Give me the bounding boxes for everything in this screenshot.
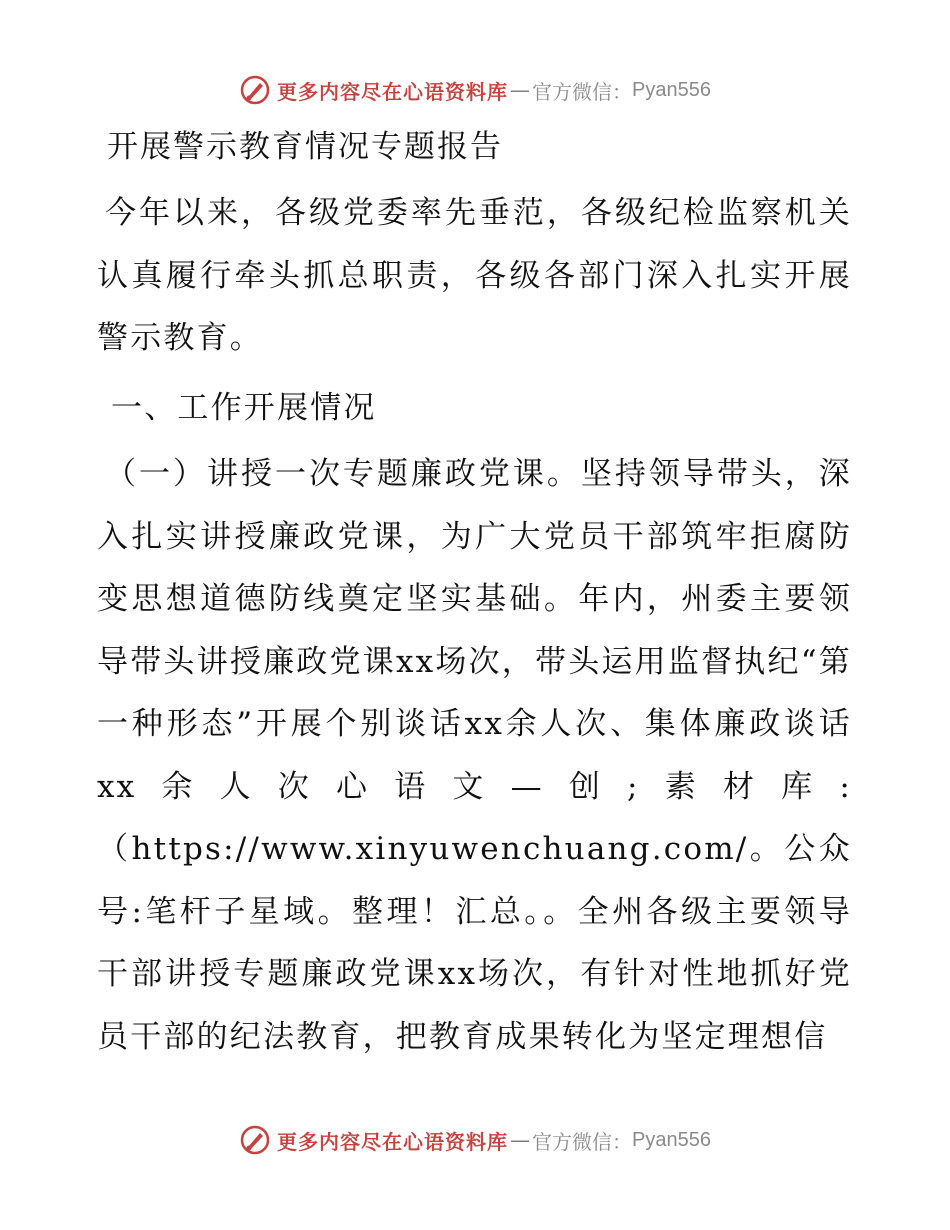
document-title: 开展警示教育情况专题报告 [107,129,503,165]
footer-banner [0,1120,950,1160]
header-banner [0,70,950,110]
section-heading: 一、工作开展情况 [111,389,377,426]
footer-banner-brand: 更多内容尽在心语资料库 [277,1129,509,1154]
header-banner-dash: — [510,78,531,102]
brush-circle-logo-icon [239,1124,271,1156]
header-banner-wechat-id: Pyan556 [632,78,711,101]
brush-circle-logo-icon [239,74,271,106]
footer-banner-dash: — [510,1128,531,1152]
header-banner-wechat-label: 官方微信： [532,79,633,104]
body-paragraph: （一）讲授一次专题廉政党课。坚持领导带头，深入扎实讲授廉政党课，为广大党员干部筑牢拒腐防变思想道德防线奠定坚实基础。年内，州委主要领导带头讲授廉政党课xx场次，带头运用监督执纪“第一种形态”开展个别谈话xx余人次、集体廉政谈话xx余人次心语文—创;素材库:（https://www.xinyuwenchuang.com/。公众号:笔杆子星域。整理！汇总。。全州各级主要领导干部讲授专题廉政党课xx场次，有针对性地抓好党员干部的纪法教育，把教育成果转化为坚定理想信 [97,456,852,1055]
footer-banner-wechat-id: Pyan556 [632,1128,711,1151]
header-banner-brand: 更多内容尽在心语资料库 [277,79,509,104]
document-body [97,118,852,1068]
footer-banner-wechat-label: 官方微信： [532,1129,633,1154]
intro-paragraph: 今年以来，各级党委率先垂范，各级纪检监察机关认真履行牵头抓总职责，各级各部门深入扎实开展警示教育。 [97,195,852,356]
